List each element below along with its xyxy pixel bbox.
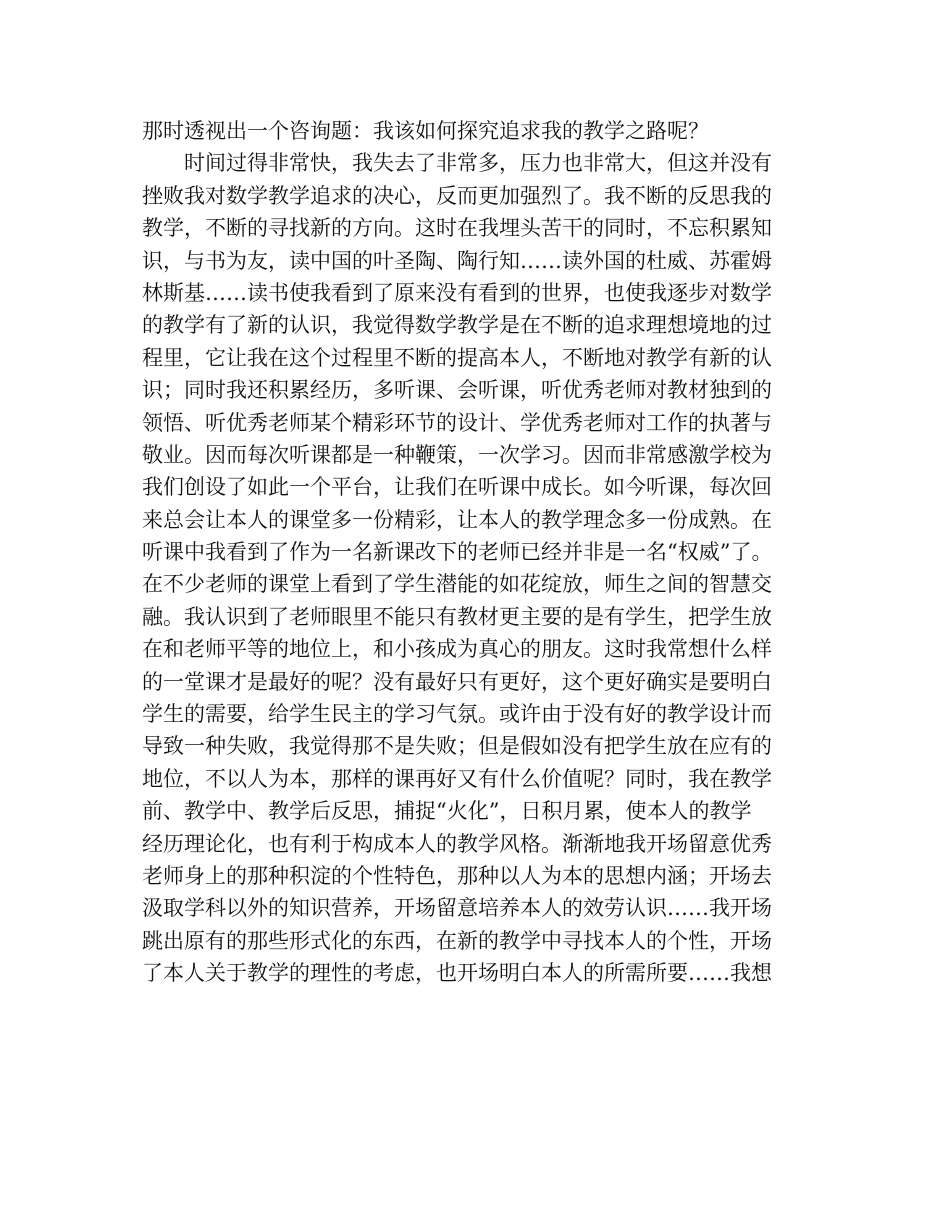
- text-line: 挫败我对数学教学追求的决心，反而更加强烈了。我不断的反思我的: [142, 183, 772, 208]
- text-line: 在不少老师的课堂上看到了学生潜能的如花绽放，师生之间的智慧交: [142, 572, 772, 597]
- text-line: 前、教学中、教学后反思，捕捉“火化”，日积月累，使本人的教学: [142, 799, 752, 824]
- text-line: 在和老师平等的地位上，和小孩成为真心的朋友。这时我常想什么样: [142, 637, 772, 662]
- text-line: 跳出原有的那些形式化的东西，在新的教学中寻找本人的个性，开场: [142, 928, 772, 953]
- text-line: 了本人关于教学的理性的考虑，也开场明白本人的所需所要……我想: [142, 961, 772, 986]
- text-line: 的教学有了新的认识，我觉得数学教学是在不断的追求理想境地的过: [142, 313, 772, 338]
- text-line: 的一堂课才是最好的呢？没有最好只有更好，这个更好确实是要明白: [142, 669, 772, 694]
- text-line: 地位，不以人为本，那样的课再好又有什么价值呢？同时，我在教学: [142, 766, 772, 791]
- text-line: 学生的需要，给学生民主的学习气氛。或许由于没有好的教学设计而: [142, 702, 772, 727]
- text-line: 那时透视出一个咨询题：我该如何探究追求我的教学之路呢？: [142, 119, 709, 143]
- text-line: 导致一种失败，我觉得那不是失败；但是假如没有把学生放在应有的: [142, 734, 772, 759]
- text-line: 识；同时我还积累经历，多听课、会听课，听优秀老师对教材独到的: [142, 378, 772, 403]
- text-line: 我们创设了如此一个平台，让我们在听课中成长。如今听课，每次回: [142, 475, 772, 500]
- text-line: 程里，它让我在这个过程里不断的提高本人，不断地对教学有新的认: [142, 345, 772, 370]
- paragraph-first-line: 时间过得非常快，我失去了非常多，压力也非常大，但这并没有: [184, 151, 772, 176]
- body-text: [142, 115, 810, 990]
- text-line: 汲取学科以外的知识营养，开场留意培养本人的效劳认识……我开场: [142, 896, 772, 921]
- text-line: 融。我认识到了老师眼里不能只有教材更主要的是有学生，把学生放: [142, 604, 772, 629]
- text-line: 老师身上的那种积淀的个性特色，那种以人为本的思想内涵；开场去: [142, 863, 772, 888]
- text-line: 识，与书为友，读中国的叶圣陶、陶行知……读外国的杜威、苏霍姆: [142, 248, 772, 273]
- text-line: 领悟、听优秀老师某个精彩环节的设计、学优秀老师对工作的执著与: [142, 410, 772, 435]
- text-line: 教学，不断的寻找新的方向。这时在我埋头苦干的同时，不忘积累知: [142, 216, 772, 241]
- text-line: 敬业。因而每次听课都是一种鞭策，一次学习。因而非常感激学校为: [142, 442, 772, 467]
- text-line: 来总会让本人的课堂多一份精彩，让本人的教学理念多一份成熟。在: [142, 507, 772, 532]
- text-line: 经历理论化，也有利于构成本人的教学风格。渐渐地我开场留意优秀: [142, 831, 772, 856]
- text-line: 林斯基……读书使我看到了原来没有看到的世界，也使我逐步对数学: [142, 280, 772, 305]
- text-line: 听课中我看到了作为一名新课改下的老师已经并非是一名“权威”了。: [142, 540, 773, 565]
